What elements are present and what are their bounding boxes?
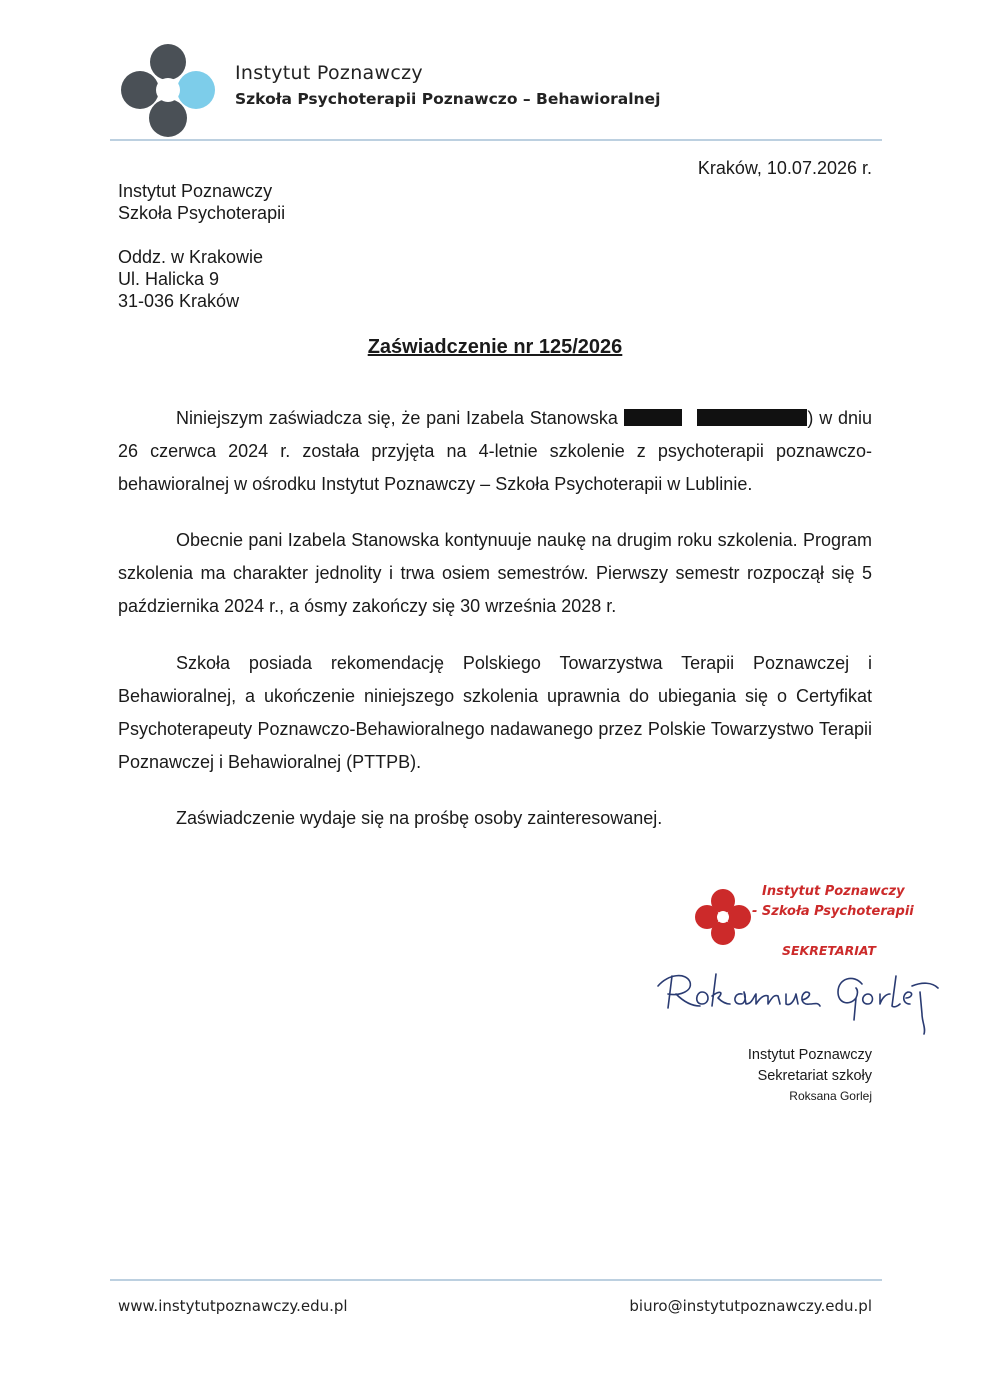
- paragraph-3-text: Szkoła posiada rekomendację Polskiego Towarzystwa Terapii Poznawczej i Behawioralnej, a ukończenie niniejszego szkolenia uprawnia do ubiegania się o Certyfikat Psychoterapeuty Poznawczo-Behawioralnego nadawanego przez Polskie Towarzystwo Terapii Poznawczej i Behawioralnej (PTTPB).: [118, 653, 872, 772]
- paragraph-4: [118, 802, 872, 835]
- signatory-name: Roksana Gorlej: [789, 1089, 872, 1103]
- paragraph-1: [118, 402, 872, 501]
- footer-rule: [110, 1279, 882, 1281]
- paragraph-2-text: Obecnie pani Izabela Stanowska kontynuuje naukę na drugim roku szkolenia. Program szkolenia ma charakter jednolity i trwa osiem semestrów. Pierwszy semestr rozpoczął się 5 października 2024 r., a ósmy zakończy się 30 września 2028 r.: [118, 530, 872, 616]
- institute-logo: [118, 42, 220, 140]
- footer-email[interactable]: biuro@instytutpoznawczy.edu.pl: [629, 1297, 872, 1315]
- paragraph-3: [118, 647, 872, 779]
- signatory-line-1: Instytut Poznawczy: [747, 1047, 872, 1063]
- address-line-3: Oddz. w Krakowie: [118, 247, 264, 267]
- paragraph-2: [118, 524, 872, 623]
- paragraph-1-rest: w dniu 26 czerwca 2024 r. została przyjęta na 4-letnie szkolenie z psychoterapii poznawczo-behawioralnej w ośrodku Instytut Poznawczy – Szkoła Psychoterapii w Lublinie.: [118, 408, 872, 494]
- redacted-block-1: [624, 409, 682, 426]
- address-line-5: 31-036 Kraków: [118, 291, 240, 311]
- org-subtitle: Szkoła Psychoterapii Poznawczo – Behawioralnej: [235, 90, 661, 108]
- paragraph-4-text: Zaświadczenie wydaje się na prośbę osoby zainteresowanej.: [176, 808, 663, 828]
- signatory-line-2: Sekretariat szkoły: [757, 1068, 872, 1084]
- header-rule: [110, 139, 882, 141]
- stamp-line-2: - Szkoła Psychoterapii: [752, 904, 914, 919]
- footer-website[interactable]: www.instytutpoznawczy.edu.pl: [118, 1297, 348, 1315]
- stamp-line-1: Instytut Poznawczy: [762, 884, 905, 899]
- paragraph-1-close: ): [807, 408, 814, 428]
- stamp-logo-icon: [694, 888, 752, 946]
- letter-date: Kraków, 10.07.2026 r.: [697, 158, 872, 178]
- stamp-line-3: SEKRETARIAT: [782, 943, 876, 958]
- org-name: Instytut Poznawczy: [235, 62, 423, 84]
- paragraph-1-start: Niniejszym zaświadcza się, że pani Izabela Stanowska: [176, 408, 618, 428]
- address-line-1: Instytut Poznawczy: [118, 181, 273, 201]
- certificate-title: Zaświadczenie nr 125/2026: [367, 336, 623, 358]
- address-line-4: Ul. Halicka 9: [118, 269, 220, 289]
- address-line-2: Szkoła Psychoterapii: [118, 203, 286, 223]
- handwritten-signature: [650, 962, 942, 1040]
- secretariat-stamp: [692, 880, 918, 962]
- redacted-block-2: [697, 409, 807, 426]
